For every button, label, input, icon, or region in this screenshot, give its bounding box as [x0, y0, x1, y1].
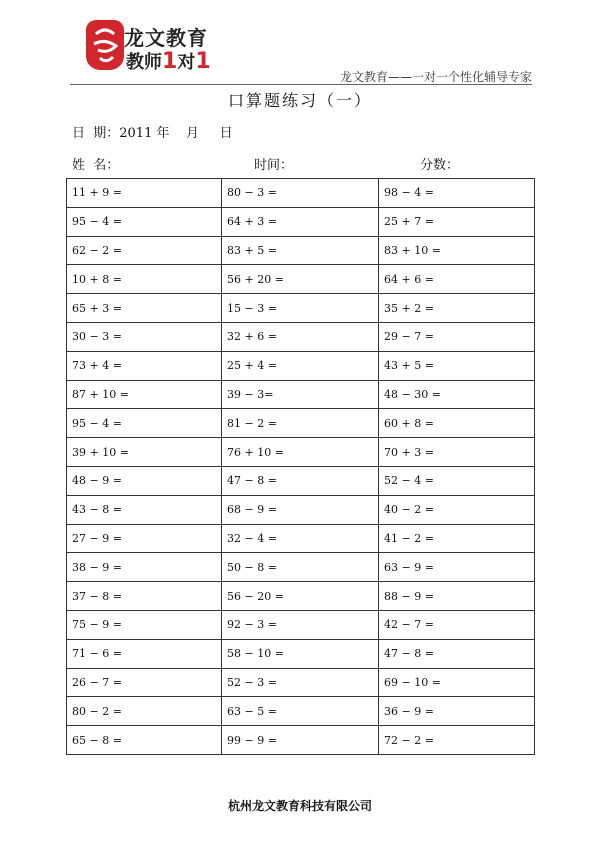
exercise-cell: 64 + 6 =	[379, 265, 535, 294]
table-row	[67, 294, 535, 323]
exercise-cell: 88 − 9 =	[379, 582, 535, 611]
exercise-cell: 76 + 10 =	[222, 438, 379, 467]
exercise-cell: 70 + 3 =	[379, 438, 535, 467]
exercise-cell: 62 − 2 =	[67, 236, 222, 265]
table-row	[67, 726, 535, 755]
table-row	[67, 524, 535, 553]
time-label: 时间：	[254, 158, 294, 173]
header-divider	[70, 84, 532, 85]
table-row	[67, 207, 535, 236]
exercise-cell: 50 − 8 =	[222, 553, 379, 582]
exercise-cell: 10 + 8 =	[67, 265, 222, 294]
name-label: 姓 名：	[72, 158, 120, 173]
exercise-cell: 95 − 4 =	[67, 207, 222, 236]
exercise-cell: 80 − 2 =	[67, 697, 222, 726]
exercise-cell: 32 + 6 =	[222, 322, 379, 351]
exercise-cell: 27 − 9 =	[67, 524, 222, 553]
logo-badge-icon	[86, 20, 124, 70]
date-line: 日 期：2011 年 月 日	[72, 126, 233, 141]
header-tagline: 龙文教育——一对一个性化辅导专家	[339, 70, 532, 84]
exercise-cell: 36 − 9 =	[379, 697, 535, 726]
exercise-cell: 98 − 4 =	[379, 179, 535, 208]
exercise-cell: 58 − 10 =	[222, 639, 379, 668]
exercise-cell: 25 + 7 =	[379, 207, 535, 236]
table-row	[67, 322, 535, 351]
exercise-cell: 83 + 5 =	[222, 236, 379, 265]
exercise-cell: 63 − 9 =	[379, 553, 535, 582]
exercise-cell: 92 − 3 =	[222, 610, 379, 639]
worksheet-title: 口算题练习（一）	[227, 91, 372, 110]
exercise-cell: 37 − 8 =	[67, 582, 222, 611]
table-row	[67, 236, 535, 265]
exercise-cell: 65 + 3 =	[67, 294, 222, 323]
table-row	[67, 553, 535, 582]
exercise-cell: 43 − 8 =	[67, 495, 222, 524]
exercise-cell: 83 + 10 =	[379, 236, 535, 265]
exercise-cell: 73 + 4 =	[67, 351, 222, 380]
exercise-cell: 80 − 3 =	[222, 179, 379, 208]
exercise-cell: 60 + 8 =	[379, 409, 535, 438]
exercise-cell: 48 − 30 =	[379, 380, 535, 409]
exercise-cell: 30 − 3 =	[67, 322, 222, 351]
exercise-cell: 42 − 7 =	[379, 610, 535, 639]
exercise-cell: 48 − 9 =	[67, 466, 222, 495]
exercise-cell: 38 − 9 =	[67, 553, 222, 582]
exercise-cell: 99 − 9 =	[222, 726, 379, 755]
table-row	[67, 265, 535, 294]
exercise-cell: 68 − 9 =	[222, 495, 379, 524]
exercise-cell: 95 − 4 =	[67, 409, 222, 438]
exercise-cell: 63 − 5 =	[222, 697, 379, 726]
footer-company: 杭州龙文教育科技有限公司	[227, 799, 372, 813]
exercise-cell: 39 − 3=	[222, 380, 379, 409]
exercise-cell: 52 − 4 =	[379, 466, 535, 495]
exercise-table	[66, 178, 535, 755]
exercise-cell: 35 + 2 =	[379, 294, 535, 323]
exercise-cell: 72 − 2 =	[379, 726, 535, 755]
table-row	[67, 610, 535, 639]
table-row	[67, 179, 535, 208]
exercise-cell: 71 − 6 =	[67, 639, 222, 668]
exercise-cell: 69 − 10 =	[379, 668, 535, 697]
table-row	[67, 668, 535, 697]
exercise-cell: 32 − 4 =	[222, 524, 379, 553]
exercise-cell: 81 − 2 =	[222, 409, 379, 438]
table-row	[67, 582, 535, 611]
table-row	[67, 466, 535, 495]
table-row	[67, 639, 535, 668]
exercise-cell: 47 − 8 =	[379, 639, 535, 668]
table-row	[67, 495, 535, 524]
exercise-cell: 75 − 9 =	[67, 610, 222, 639]
exercise-cell: 64 + 3 =	[222, 207, 379, 236]
exercise-cell: 26 − 7 =	[67, 668, 222, 697]
exercise-cell: 39 + 10 =	[67, 438, 222, 467]
exercise-cell: 52 − 3 =	[222, 668, 379, 697]
exercise-cell: 56 + 20 =	[222, 265, 379, 294]
exercise-cell: 15 − 3 =	[222, 294, 379, 323]
exercise-cell: 40 − 2 =	[379, 495, 535, 524]
exercise-cell: 11 + 9 =	[67, 179, 222, 208]
exercise-cell: 65 − 8 =	[67, 726, 222, 755]
exercise-cell: 41 − 2 =	[379, 524, 535, 553]
logo-wordmark: 龙文教育	[124, 26, 208, 50]
exercise-cell: 47 − 8 =	[222, 466, 379, 495]
table-row	[67, 438, 535, 467]
table-row	[67, 409, 535, 438]
exercise-cell: 25 + 4 =	[222, 351, 379, 380]
table-row	[67, 697, 535, 726]
exercise-cell: 56 − 20 =	[222, 582, 379, 611]
exercise-cell: 87 + 10 =	[67, 380, 222, 409]
company-logo	[86, 18, 216, 76]
exercise-cell: 43 + 5 =	[379, 351, 535, 380]
table-row	[67, 380, 535, 409]
exercise-cell: 29 − 7 =	[379, 322, 535, 351]
logo-subtitle: 教师1对1	[126, 49, 211, 74]
score-label: 分数：	[420, 158, 460, 173]
table-row	[67, 351, 535, 380]
